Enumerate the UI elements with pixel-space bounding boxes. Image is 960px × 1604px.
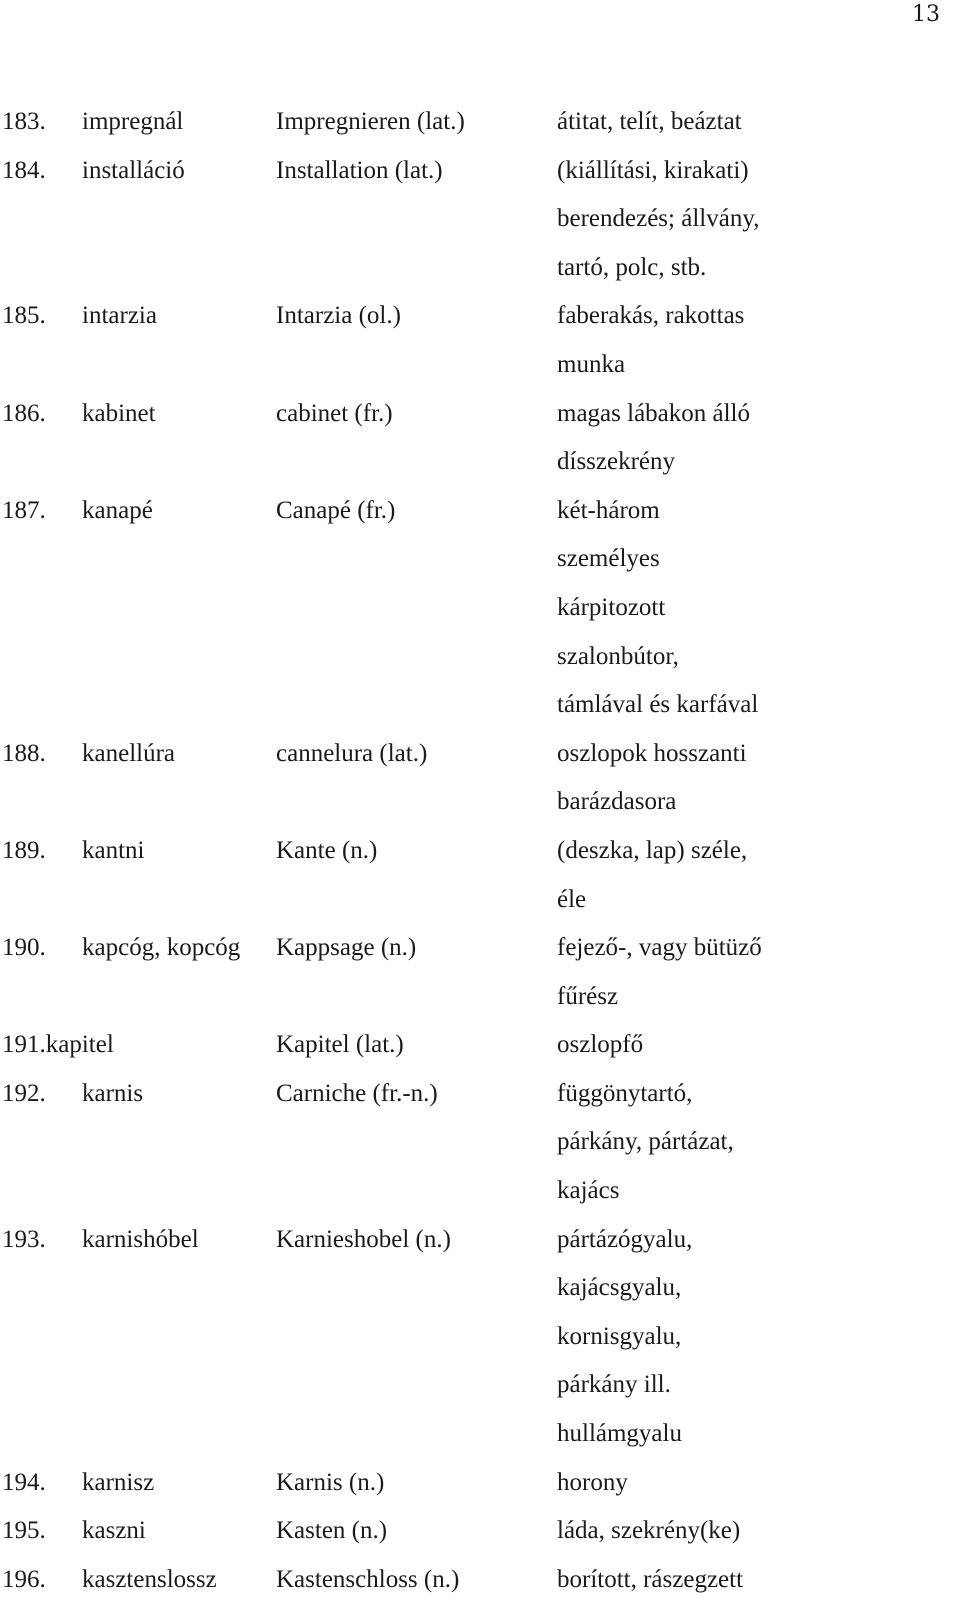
glossary-entry-192 [2, 1070, 942, 1119]
meaning-continuation [2, 438, 942, 487]
entry-number: 185. [2, 302, 46, 330]
entry-number: 187. [2, 496, 46, 524]
entry-origin: Intarzia (ol.) [276, 302, 401, 330]
entry-number: 188. [2, 739, 46, 767]
entry-origin: Canapé (fr.) [276, 496, 396, 524]
entry-number: 193. [2, 1225, 46, 1253]
entry-meaning: személyes [557, 545, 660, 573]
entry-meaning: párkány, pártázat, [557, 1128, 734, 1156]
meaning-continuation [2, 1167, 942, 1216]
entry-number: 189. [2, 836, 46, 864]
entry-term: intarzia [82, 302, 157, 330]
entry-meaning: támlával és karfával [557, 691, 759, 719]
entry-meaning: borított, rászegzett [557, 1565, 744, 1593]
glossary-entry-184 [2, 147, 942, 196]
entry-number: 192. [2, 1079, 46, 1107]
entry-origin: Karnis (n.) [276, 1468, 385, 1496]
glossary-list [2, 98, 942, 1604]
entry-meaning: szalonbútor, [557, 642, 679, 670]
entry-meaning: berendezés; állvány, [557, 205, 760, 233]
entry-meaning: párkány ill. [557, 1371, 671, 1399]
entry-meaning: (deszka, lap) széle, [557, 836, 748, 864]
entry-meaning: munka [557, 350, 626, 378]
entry-meaning: barázdasora [557, 788, 677, 816]
meaning-continuation [2, 195, 942, 244]
entry-meaning: pártázógyalu, [557, 1225, 693, 1253]
entry-origin: Kapitel (lat.) [276, 1031, 404, 1059]
entry-meaning: oszlopok hosszanti [557, 739, 747, 767]
entry-origin: Carniche (fr.-n.) [276, 1079, 438, 1107]
glossary-entry-185 [2, 292, 942, 341]
entry-term: kapcóg, kopcóg [82, 934, 241, 962]
entry-term: kasztenslossz [82, 1565, 217, 1593]
entry-meaning: átitat, telít, beáztat [557, 108, 742, 135]
entry-origin: Installation (lat.) [276, 156, 443, 184]
entry-meaning: oszlopfő [557, 1031, 644, 1059]
glossary-entry-188 [2, 730, 942, 779]
entry-origin: Karnieshobel (n.) [276, 1225, 451, 1253]
entry-number: 194. [2, 1468, 46, 1496]
entry-meaning: faberakás, rakottas [557, 302, 745, 330]
meaning-continuation [2, 778, 942, 827]
entry-meaning: kajács [557, 1177, 620, 1205]
glossary-entry-196 [2, 1556, 942, 1604]
meaning-continuation [2, 341, 942, 390]
meaning-continuation [2, 535, 942, 584]
glossary-entry-183 [2, 98, 942, 147]
entry-number: 184. [2, 156, 46, 184]
entry-origin: Impregnieren (lat.) [276, 108, 465, 135]
glossary-entry-186 [2, 390, 942, 439]
entry-number: 186. [2, 399, 46, 427]
entry-meaning: horony [557, 1468, 628, 1496]
entry-number: 195. [2, 1517, 46, 1545]
meaning-continuation [2, 1361, 942, 1410]
entry-meaning: magas lábakon álló [557, 399, 750, 427]
entry-origin: Kastenschloss (n.) [276, 1565, 460, 1593]
meaning-continuation [2, 1118, 942, 1167]
entry-term: kanellúra [82, 739, 176, 767]
entry-term: kantni [82, 836, 145, 864]
entry-term: kaszni [82, 1517, 146, 1545]
glossary-entry-189 [2, 827, 942, 876]
meaning-continuation [2, 1264, 942, 1313]
entry-origin: Kante (n.) [276, 836, 378, 864]
entry-meaning: kornisgyalu, [557, 1322, 682, 1350]
meaning-continuation [2, 1410, 942, 1459]
glossary-entry-191 [2, 1021, 942, 1070]
entry-meaning: tartó, polc, stb. [557, 253, 707, 281]
entry-meaning: láda, szekrény(ke) [557, 1517, 741, 1545]
entry-term: impregnál [82, 108, 184, 135]
entry-number-term: 191.kapitel [2, 1031, 114, 1059]
entry-term: kanapé [82, 496, 153, 524]
meaning-continuation [2, 876, 942, 925]
meaning-continuation [2, 633, 942, 682]
entry-origin: Kappsage (n.) [276, 934, 417, 962]
entry-origin: cabinet (fr.) [276, 399, 393, 427]
entry-number: 183. [2, 108, 46, 135]
entry-term: karnis [82, 1079, 144, 1107]
entry-meaning: hullámgyalu [557, 1420, 682, 1448]
glossary-entry-195 [2, 1507, 942, 1556]
entry-term: karnisz [82, 1468, 155, 1496]
entry-meaning: kajácsgyalu, [557, 1274, 682, 1302]
page-number: 13 [912, 2, 940, 27]
meaning-continuation [2, 584, 942, 633]
entry-meaning: kárpitozott [557, 593, 666, 621]
entry-meaning: (kiállítási, kirakati) [557, 156, 749, 184]
entry-meaning: fűrész [557, 982, 619, 1010]
entry-meaning: éle [557, 885, 587, 913]
entry-term: kabinet [82, 399, 156, 427]
entry-meaning: dísszekrény [557, 448, 676, 476]
glossary-entry-194 [2, 1459, 942, 1508]
entry-meaning: függönytartó, [557, 1079, 693, 1107]
entry-origin: Kasten (n.) [276, 1517, 388, 1545]
meaning-continuation [2, 681, 942, 730]
glossary-entry-190 [2, 924, 942, 973]
entry-number: 196. [2, 1565, 46, 1593]
meaning-continuation [2, 244, 942, 293]
entry-number: 190. [2, 934, 46, 962]
glossary-entry-193 [2, 1216, 942, 1265]
entry-origin: cannelura (lat.) [276, 739, 428, 767]
meaning-continuation [2, 1313, 942, 1362]
meaning-continuation [2, 973, 942, 1022]
entry-term: karnishóbel [82, 1225, 199, 1253]
entry-meaning: fejező-, vagy bütüző [557, 934, 762, 962]
entry-term: installáció [82, 156, 185, 184]
entry-meaning: két-három [557, 496, 660, 524]
glossary-entry-187 [2, 487, 942, 536]
